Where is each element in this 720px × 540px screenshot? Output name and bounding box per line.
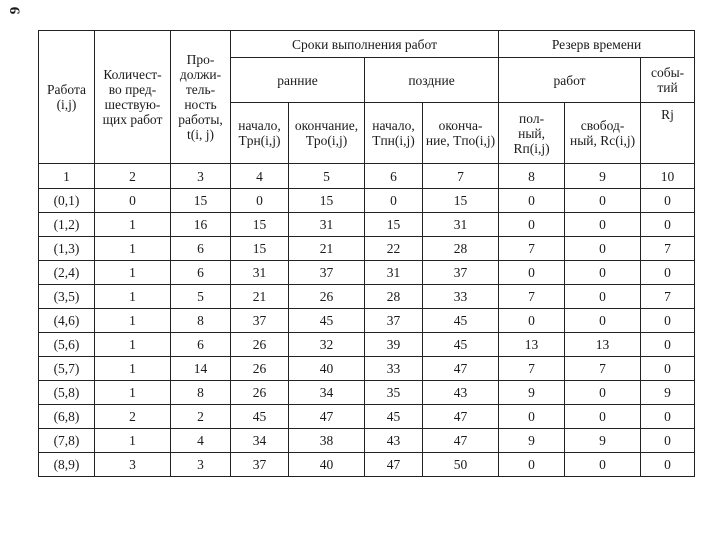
table-cell: 15 — [171, 189, 231, 213]
table-body — [39, 189, 695, 477]
header-early-start: начало, Tрн(i,j) — [231, 103, 289, 164]
table-cell: 0 — [565, 309, 641, 333]
table-cell: 6 — [171, 333, 231, 357]
table-cell: 0 — [565, 453, 641, 477]
table-row — [39, 285, 695, 309]
header-events: собы- тий — [641, 58, 695, 103]
table-cell: 13 — [565, 333, 641, 357]
table-cell: 1 — [95, 237, 171, 261]
table-cell: 0 — [641, 309, 695, 333]
table-cell: 7 — [499, 237, 565, 261]
column-number-row — [39, 164, 695, 189]
table-cell: 0 — [565, 405, 641, 429]
table-row — [39, 189, 695, 213]
table-cell: 0 — [565, 285, 641, 309]
table-cell: 21 — [231, 285, 289, 309]
table-cell: 15 — [365, 213, 423, 237]
table-cell: (8,9) — [39, 453, 95, 477]
table-cell: 50 — [423, 453, 499, 477]
column-number: 3 — [171, 164, 231, 189]
header-early-end: окончание, Tро(i,j) — [289, 103, 365, 164]
table-cell: 26 — [231, 333, 289, 357]
table-cell: 45 — [423, 309, 499, 333]
table-cell: 47 — [289, 405, 365, 429]
table-cell: 7 — [641, 285, 695, 309]
table-cell: (5,6) — [39, 333, 95, 357]
table-cell: (2,4) — [39, 261, 95, 285]
table-cell: 15 — [423, 189, 499, 213]
table-cell: 8 — [171, 381, 231, 405]
table-cell: 1 — [95, 213, 171, 237]
table-cell: 37 — [231, 453, 289, 477]
table-cell: 9 — [499, 429, 565, 453]
table-cell: 1 — [95, 381, 171, 405]
table-cell: 22 — [365, 237, 423, 261]
table-cell: 43 — [365, 429, 423, 453]
table-cell: 0 — [641, 453, 695, 477]
table-cell: (5,8) — [39, 381, 95, 405]
table-cell: 13 — [499, 333, 565, 357]
table-cell: (1,3) — [39, 237, 95, 261]
table-cell: 31 — [289, 213, 365, 237]
header-duration: Про- должи- тель- ность работы, t(i, j) — [171, 31, 231, 164]
table-cell: 7 — [499, 357, 565, 381]
column-number: 6 — [365, 164, 423, 189]
table-cell: 3 — [171, 453, 231, 477]
table-cell: 47 — [365, 453, 423, 477]
table-cell: 9 — [641, 381, 695, 405]
table-cell: 5 — [171, 285, 231, 309]
table-cell: (6,8) — [39, 405, 95, 429]
header-full-reserve: пол- ный, Rп(i,j) — [499, 103, 565, 164]
table-cell: 31 — [231, 261, 289, 285]
table-cell: 0 — [641, 213, 695, 237]
table-cell: 21 — [289, 237, 365, 261]
table-cell: (7,8) — [39, 429, 95, 453]
table-cell: 3 — [95, 453, 171, 477]
table-cell: (5,7) — [39, 357, 95, 381]
table-cell: (0,1) — [39, 189, 95, 213]
table-cell: 34 — [289, 381, 365, 405]
table-cell: 1 — [95, 309, 171, 333]
network-schedule-table — [38, 30, 695, 477]
column-number: 5 — [289, 164, 365, 189]
table-cell: 32 — [289, 333, 365, 357]
table-row — [39, 237, 695, 261]
table-cell: 15 — [289, 189, 365, 213]
table-cell: 0 — [499, 405, 565, 429]
table-cell: 16 — [171, 213, 231, 237]
table-cell: 0 — [565, 261, 641, 285]
column-number: 4 — [231, 164, 289, 189]
table-row — [39, 261, 695, 285]
table-cell: 0 — [365, 189, 423, 213]
table-cell: 47 — [423, 357, 499, 381]
table-cell: 31 — [365, 261, 423, 285]
table-cell: 28 — [423, 237, 499, 261]
table-cell: 40 — [289, 453, 365, 477]
table-cell: 1 — [95, 261, 171, 285]
table-cell: 9 — [565, 429, 641, 453]
table-cell: 0 — [641, 189, 695, 213]
table-row — [39, 429, 695, 453]
table-cell: 0 — [565, 381, 641, 405]
header-works: работ — [499, 58, 641, 103]
table-cell: 0 — [565, 213, 641, 237]
table-row — [39, 405, 695, 429]
table-cell: 7 — [641, 237, 695, 261]
table-cell: 33 — [423, 285, 499, 309]
header-early: ранние — [231, 58, 365, 103]
table-cell: 0 — [499, 261, 565, 285]
table-cell: 15 — [231, 213, 289, 237]
column-number: 9 — [565, 164, 641, 189]
table-cell: 40 — [289, 357, 365, 381]
table-row — [39, 213, 695, 237]
table-cell: 0 — [565, 189, 641, 213]
table-row — [39, 381, 695, 405]
table-cell: 7 — [499, 285, 565, 309]
table-row — [39, 453, 695, 477]
table-cell: 37 — [423, 261, 499, 285]
table-cell: (3,5) — [39, 285, 95, 309]
table-cell: 45 — [289, 309, 365, 333]
table-cell: 26 — [231, 357, 289, 381]
header-late-end: оконча- ние, Tпо(i,j) — [423, 103, 499, 164]
table-cell: 37 — [231, 309, 289, 333]
header-predecessors: Количест- во пред- шествую- щих работ — [95, 31, 171, 164]
table-cell: 0 — [95, 189, 171, 213]
table-cell: 26 — [289, 285, 365, 309]
table-cell: 37 — [365, 309, 423, 333]
table-cell: 0 — [641, 333, 695, 357]
table-cell: 6 — [171, 261, 231, 285]
table-cell: 2 — [171, 405, 231, 429]
table-cell: 9 — [499, 381, 565, 405]
column-number: 1 — [39, 164, 95, 189]
header-late-start: начало, Tпн(i,j) — [365, 103, 423, 164]
table-cell: 0 — [641, 405, 695, 429]
table-cell: 14 — [171, 357, 231, 381]
table-cell: (1,2) — [39, 213, 95, 237]
header-reserve-group: Резерв времени — [499, 31, 695, 58]
table-cell: 0 — [641, 357, 695, 381]
table-cell: 28 — [365, 285, 423, 309]
table-cell: 45 — [231, 405, 289, 429]
table-cell: 0 — [499, 189, 565, 213]
column-number: 2 — [95, 164, 171, 189]
header-late: поздние — [365, 58, 499, 103]
table-cell: 43 — [423, 381, 499, 405]
table-cell: 0 — [641, 261, 695, 285]
column-number: 10 — [641, 164, 695, 189]
table-cell: 47 — [423, 429, 499, 453]
table-cell: 4 — [171, 429, 231, 453]
header-free-reserve: свобод- ный, Rс(i,j) — [565, 103, 641, 164]
header-terms-group: Сроки выполнения работ — [231, 31, 499, 58]
table-cell: 1 — [95, 285, 171, 309]
table-cell: 2 — [95, 405, 171, 429]
table-cell: 35 — [365, 381, 423, 405]
table-cell: 15 — [231, 237, 289, 261]
table-cell: 39 — [365, 333, 423, 357]
table-row — [39, 357, 695, 381]
table-cell: 0 — [499, 213, 565, 237]
header-work: Работа (i,j) — [39, 31, 95, 164]
table-cell: 0 — [499, 309, 565, 333]
column-number: 8 — [499, 164, 565, 189]
table-cell: 1 — [95, 357, 171, 381]
table-cell: 38 — [289, 429, 365, 453]
table-cell: 45 — [365, 405, 423, 429]
table-cell: 0 — [231, 189, 289, 213]
table-cell: 37 — [289, 261, 365, 285]
table-cell: 6 — [171, 237, 231, 261]
table-cell: 47 — [423, 405, 499, 429]
table-cell: 8 — [171, 309, 231, 333]
table-cell: 33 — [365, 357, 423, 381]
column-number: 7 — [423, 164, 499, 189]
table-cell: 45 — [423, 333, 499, 357]
table-cell: 7 — [565, 357, 641, 381]
table-cell: 31 — [423, 213, 499, 237]
table-row — [39, 333, 695, 357]
table-cell: 1 — [95, 333, 171, 357]
table-cell: 0 — [641, 429, 695, 453]
table-cell: 34 — [231, 429, 289, 453]
header-event-reserve: Rj — [641, 103, 695, 164]
table-cell: 0 — [565, 237, 641, 261]
table-cell: 26 — [231, 381, 289, 405]
table-cell: (4,6) — [39, 309, 95, 333]
page-number: 9 — [7, 6, 24, 15]
table-cell: 1 — [95, 429, 171, 453]
table-cell: 0 — [499, 453, 565, 477]
table-row — [39, 309, 695, 333]
